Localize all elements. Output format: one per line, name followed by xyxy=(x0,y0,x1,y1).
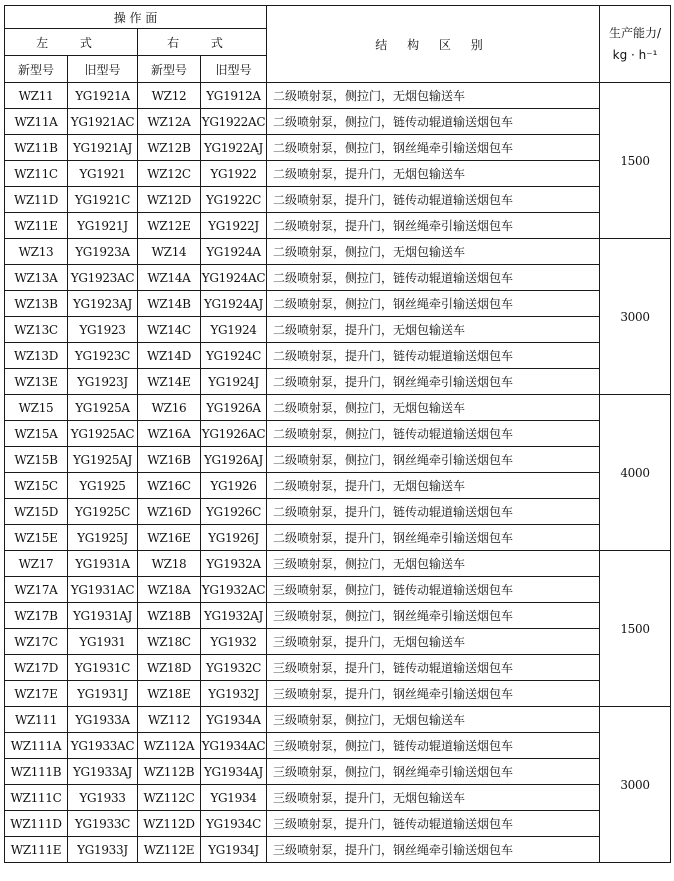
cell-right-old-model: YG1912A xyxy=(201,83,267,109)
cell-right-new-model: WZ12E xyxy=(138,213,201,239)
cell-right-new-model: WZ16D xyxy=(138,499,201,525)
table-row xyxy=(5,265,671,291)
table-row xyxy=(5,499,671,525)
cell-right-old-model: YG1922J xyxy=(201,213,267,239)
cell-left-new-model: WZ111B xyxy=(5,759,68,785)
table-row xyxy=(5,473,671,499)
cell-structure-difference: 二级喷射泵，侧拉门，链传动辊道输送烟包车 xyxy=(267,421,600,447)
cell-right-old-model: YG1934C xyxy=(201,811,267,837)
table-row xyxy=(5,161,671,187)
cell-right-old-model: YG1926A xyxy=(201,395,267,421)
cell-left-old-model: YG1925AC xyxy=(68,421,138,447)
cell-right-new-model: WZ18A xyxy=(138,577,201,603)
cell-right-new-model: WZ112C xyxy=(138,785,201,811)
cell-right-old-model: YG1934J xyxy=(201,837,267,863)
cell-right-new-model: WZ12A xyxy=(138,109,201,135)
cell-left-new-model: WZ11B xyxy=(5,135,68,161)
cell-right-old-model: YG1926C xyxy=(201,499,267,525)
header-capacity xyxy=(600,6,671,83)
cell-left-new-model: WZ13D xyxy=(5,343,68,369)
cell-left-old-model: YG1923A xyxy=(68,239,138,265)
cell-left-old-model: YG1933A xyxy=(68,707,138,733)
cell-right-new-model: WZ16A xyxy=(138,421,201,447)
header-capacity-line2: kg · h⁻¹ xyxy=(612,48,658,62)
cell-left-old-model: YG1931 xyxy=(68,629,138,655)
table-row xyxy=(5,811,671,837)
table-row xyxy=(5,603,671,629)
table-body xyxy=(5,83,671,863)
cell-left-new-model: WZ17C xyxy=(5,629,68,655)
cell-right-old-model: YG1932AC xyxy=(201,577,267,603)
cell-left-old-model: YG1921 xyxy=(68,161,138,187)
cell-left-old-model: YG1923 xyxy=(68,317,138,343)
cell-left-new-model: WZ15 xyxy=(5,395,68,421)
cell-right-old-model: YG1924J xyxy=(201,369,267,395)
cell-right-new-model: WZ14B xyxy=(138,291,201,317)
cell-left-new-model: WZ111A xyxy=(5,733,68,759)
header-row-1 xyxy=(5,6,671,29)
header-operating-side: 操 作 面 xyxy=(5,6,267,29)
cell-right-new-model: WZ112A xyxy=(138,733,201,759)
cell-structure-difference: 三级喷射泵，提升门，钢丝绳牵引输送烟包车 xyxy=(267,837,600,863)
table-header xyxy=(5,6,671,83)
cell-left-old-model: YG1921AJ xyxy=(68,135,138,161)
cell-left-new-model: WZ11D xyxy=(5,187,68,213)
cell-right-old-model: YG1932C xyxy=(201,655,267,681)
header-right-old-model: 旧型号 xyxy=(201,56,267,83)
cell-right-old-model: YG1932 xyxy=(201,629,267,655)
cell-structure-difference: 三级喷射泵，侧拉门，无烟包输送车 xyxy=(267,551,600,577)
cell-structure-difference: 二级喷射泵，侧拉门，无烟包输送车 xyxy=(267,395,600,421)
cell-capacity: 3000 xyxy=(600,239,671,395)
cell-right-old-model: YG1926AC xyxy=(201,421,267,447)
cell-left-new-model: WZ111D xyxy=(5,811,68,837)
header-structure-difference-text: 结 构 区 别 xyxy=(375,37,491,52)
cell-right-new-model: WZ18E xyxy=(138,681,201,707)
cell-right-new-model: WZ16E xyxy=(138,525,201,551)
cell-right-new-model: WZ14D xyxy=(138,343,201,369)
cell-structure-difference: 三级喷射泵，侧拉门，无烟包输送车 xyxy=(267,707,600,733)
cell-left-new-model: WZ111C xyxy=(5,785,68,811)
cell-left-old-model: YG1923AJ xyxy=(68,291,138,317)
cell-structure-difference: 二级喷射泵，提升门，无烟包输送车 xyxy=(267,161,600,187)
cell-left-new-model: WZ17 xyxy=(5,551,68,577)
table-row xyxy=(5,551,671,577)
cell-structure-difference: 二级喷射泵，提升门，链传动辊道输送烟包车 xyxy=(267,499,600,525)
cell-left-old-model: YG1931A xyxy=(68,551,138,577)
cell-right-new-model: WZ18C xyxy=(138,629,201,655)
cell-right-old-model: YG1922C xyxy=(201,187,267,213)
table-row xyxy=(5,837,671,863)
cell-left-new-model: WZ111E xyxy=(5,837,68,863)
cell-structure-difference: 三级喷射泵，提升门，无烟包输送车 xyxy=(267,629,600,655)
cell-right-new-model: WZ12 xyxy=(138,83,201,109)
cell-left-old-model: YG1923AC xyxy=(68,265,138,291)
header-left-new-model: 新型号 xyxy=(5,56,68,83)
header-right-type xyxy=(138,29,267,56)
table-row xyxy=(5,681,671,707)
cell-structure-difference: 三级喷射泵，提升门，无烟包输送车 xyxy=(267,785,600,811)
cell-left-old-model: YG1923J xyxy=(68,369,138,395)
cell-right-new-model: WZ14E xyxy=(138,369,201,395)
cell-right-new-model: WZ112E xyxy=(138,837,201,863)
cell-structure-difference: 三级喷射泵，侧拉门，钢丝绳牵引输送烟包车 xyxy=(267,759,600,785)
cell-left-new-model: WZ17E xyxy=(5,681,68,707)
cell-left-old-model: YG1923C xyxy=(68,343,138,369)
table-row xyxy=(5,525,671,551)
cell-right-new-model: WZ16 xyxy=(138,395,201,421)
cell-left-new-model: WZ13C xyxy=(5,317,68,343)
table-row xyxy=(5,655,671,681)
header-left-type xyxy=(5,29,138,56)
cell-right-new-model: WZ16B xyxy=(138,447,201,473)
model-spec-table xyxy=(4,5,671,863)
cell-structure-difference: 二级喷射泵，提升门，无烟包输送车 xyxy=(267,473,600,499)
cell-right-new-model: WZ112 xyxy=(138,707,201,733)
table-row xyxy=(5,785,671,811)
cell-left-new-model: WZ13E xyxy=(5,369,68,395)
cell-right-new-model: WZ14A xyxy=(138,265,201,291)
table-row xyxy=(5,733,671,759)
cell-right-old-model: YG1924A xyxy=(201,239,267,265)
cell-left-new-model: WZ11A xyxy=(5,109,68,135)
cell-right-new-model: WZ18 xyxy=(138,551,201,577)
cell-right-old-model: YG1926AJ xyxy=(201,447,267,473)
cell-right-old-model: YG1922AC xyxy=(201,109,267,135)
cell-right-new-model: WZ12D xyxy=(138,187,201,213)
cell-left-new-model: WZ15B xyxy=(5,447,68,473)
cell-right-new-model: WZ12C xyxy=(138,161,201,187)
cell-right-new-model: WZ14 xyxy=(138,239,201,265)
cell-right-old-model: YG1924AJ xyxy=(201,291,267,317)
cell-capacity: 4000 xyxy=(600,395,671,551)
header-left-type-text: 左 式 xyxy=(36,35,106,50)
table-row xyxy=(5,213,671,239)
cell-left-old-model: YG1933J xyxy=(68,837,138,863)
cell-structure-difference: 三级喷射泵，提升门，链传动辊道输送烟包车 xyxy=(267,811,600,837)
cell-capacity: 1500 xyxy=(600,83,671,239)
table-row xyxy=(5,343,671,369)
cell-structure-difference: 二级喷射泵，提升门，钢丝绳牵引输送烟包车 xyxy=(267,369,600,395)
cell-left-new-model: WZ11C xyxy=(5,161,68,187)
cell-left-new-model: WZ15A xyxy=(5,421,68,447)
table-row xyxy=(5,577,671,603)
table-row xyxy=(5,109,671,135)
cell-left-new-model: WZ111 xyxy=(5,707,68,733)
cell-right-new-model: WZ18D xyxy=(138,655,201,681)
cell-right-new-model: WZ14C xyxy=(138,317,201,343)
cell-right-new-model: WZ18B xyxy=(138,603,201,629)
cell-structure-difference: 二级喷射泵，侧拉门，钢丝绳牵引输送烟包车 xyxy=(267,135,600,161)
cell-capacity: 1500 xyxy=(600,551,671,707)
cell-structure-difference: 二级喷射泵，提升门，钢丝绳牵引输送烟包车 xyxy=(267,213,600,239)
cell-left-new-model: WZ11E xyxy=(5,213,68,239)
cell-left-old-model: YG1925J xyxy=(68,525,138,551)
cell-structure-difference: 二级喷射泵，侧拉门，钢丝绳牵引输送烟包车 xyxy=(267,447,600,473)
cell-left-old-model: YG1925 xyxy=(68,473,138,499)
cell-left-old-model: YG1933AJ xyxy=(68,759,138,785)
cell-right-old-model: YG1934AJ xyxy=(201,759,267,785)
table-row xyxy=(5,291,671,317)
cell-left-new-model: WZ13B xyxy=(5,291,68,317)
cell-left-old-model: YG1933AC xyxy=(68,733,138,759)
table-row xyxy=(5,629,671,655)
table-row xyxy=(5,135,671,161)
cell-structure-difference: 二级喷射泵，侧拉门，无烟包输送车 xyxy=(267,83,600,109)
cell-right-old-model: YG1934AC xyxy=(201,733,267,759)
cell-right-old-model: YG1934 xyxy=(201,785,267,811)
table-row xyxy=(5,239,671,265)
cell-left-old-model: YG1921J xyxy=(68,213,138,239)
cell-left-old-model: YG1931J xyxy=(68,681,138,707)
cell-left-new-model: WZ17B xyxy=(5,603,68,629)
cell-right-old-model: YG1922AJ xyxy=(201,135,267,161)
table-row xyxy=(5,187,671,213)
cell-right-old-model: YG1924 xyxy=(201,317,267,343)
cell-structure-difference: 二级喷射泵，侧拉门，链传动辊道输送烟包车 xyxy=(267,109,600,135)
cell-left-old-model: YG1925C xyxy=(68,499,138,525)
cell-left-old-model: YG1925A xyxy=(68,395,138,421)
cell-structure-difference: 二级喷射泵，提升门，钢丝绳牵引输送烟包车 xyxy=(267,525,600,551)
cell-structure-difference: 二级喷射泵，侧拉门，钢丝绳牵引输送烟包车 xyxy=(267,291,600,317)
table-row xyxy=(5,317,671,343)
cell-left-new-model: WZ15C xyxy=(5,473,68,499)
cell-left-new-model: WZ17A xyxy=(5,577,68,603)
cell-structure-difference: 三级喷射泵，侧拉门，链传动辊道输送烟包车 xyxy=(267,577,600,603)
cell-structure-difference: 二级喷射泵，提升门，链传动辊道输送烟包车 xyxy=(267,187,600,213)
cell-right-old-model: YG1932A xyxy=(201,551,267,577)
cell-left-old-model: YG1933 xyxy=(68,785,138,811)
cell-capacity: 3000 xyxy=(600,707,671,863)
cell-right-old-model: YG1924C xyxy=(201,343,267,369)
cell-right-old-model: YG1934A xyxy=(201,707,267,733)
cell-left-old-model: YG1921A xyxy=(68,83,138,109)
cell-left-new-model: WZ11 xyxy=(5,83,68,109)
header-left-old-model: 旧型号 xyxy=(68,56,138,83)
cell-left-new-model: WZ15E xyxy=(5,525,68,551)
cell-right-new-model: WZ12B xyxy=(138,135,201,161)
cell-structure-difference: 三级喷射泵，侧拉门，链传动辊道输送烟包车 xyxy=(267,733,600,759)
cell-right-old-model: YG1922 xyxy=(201,161,267,187)
header-capacity-line1: 生产能力/ xyxy=(608,26,662,40)
cell-structure-difference: 三级喷射泵，侧拉门，钢丝绳牵引输送烟包车 xyxy=(267,603,600,629)
cell-right-old-model: YG1932AJ xyxy=(201,603,267,629)
cell-left-old-model: YG1925AJ xyxy=(68,447,138,473)
header-right-type-text: 右 式 xyxy=(167,35,237,50)
cell-structure-difference: 二级喷射泵，提升门，无烟包输送车 xyxy=(267,317,600,343)
cell-left-new-model: WZ15D xyxy=(5,499,68,525)
cell-structure-difference: 三级喷射泵，提升门，钢丝绳牵引输送烟包车 xyxy=(267,681,600,707)
table-row xyxy=(5,759,671,785)
cell-right-new-model: WZ112D xyxy=(138,811,201,837)
table-row xyxy=(5,707,671,733)
cell-right-old-model: YG1926 xyxy=(201,473,267,499)
header-right-new-model: 新型号 xyxy=(138,56,201,83)
cell-structure-difference: 三级喷射泵，提升门，链传动辊道输送烟包车 xyxy=(267,655,600,681)
table-row xyxy=(5,369,671,395)
table-row xyxy=(5,83,671,109)
cell-left-new-model: WZ13A xyxy=(5,265,68,291)
header-structure-difference xyxy=(267,6,600,83)
cell-left-old-model: YG1921C xyxy=(68,187,138,213)
cell-structure-difference: 二级喷射泵，提升门，链传动辊道输送烟包车 xyxy=(267,343,600,369)
cell-left-old-model: YG1931AC xyxy=(68,577,138,603)
cell-left-old-model: YG1931AJ xyxy=(68,603,138,629)
cell-left-new-model: WZ13 xyxy=(5,239,68,265)
cell-right-new-model: WZ16C xyxy=(138,473,201,499)
cell-left-old-model: YG1921AC xyxy=(68,109,138,135)
cell-right-old-model: YG1924AC xyxy=(201,265,267,291)
table-row xyxy=(5,421,671,447)
cell-right-old-model: YG1932J xyxy=(201,681,267,707)
cell-structure-difference: 二级喷射泵，侧拉门，无烟包输送车 xyxy=(267,239,600,265)
cell-left-old-model: YG1933C xyxy=(68,811,138,837)
table-row xyxy=(5,395,671,421)
cell-right-old-model: YG1926J xyxy=(201,525,267,551)
cell-left-old-model: YG1931C xyxy=(68,655,138,681)
cell-left-new-model: WZ17D xyxy=(5,655,68,681)
cell-structure-difference: 二级喷射泵，侧拉门，链传动辊道输送烟包车 xyxy=(267,265,600,291)
cell-right-new-model: WZ112B xyxy=(138,759,201,785)
table-row xyxy=(5,447,671,473)
